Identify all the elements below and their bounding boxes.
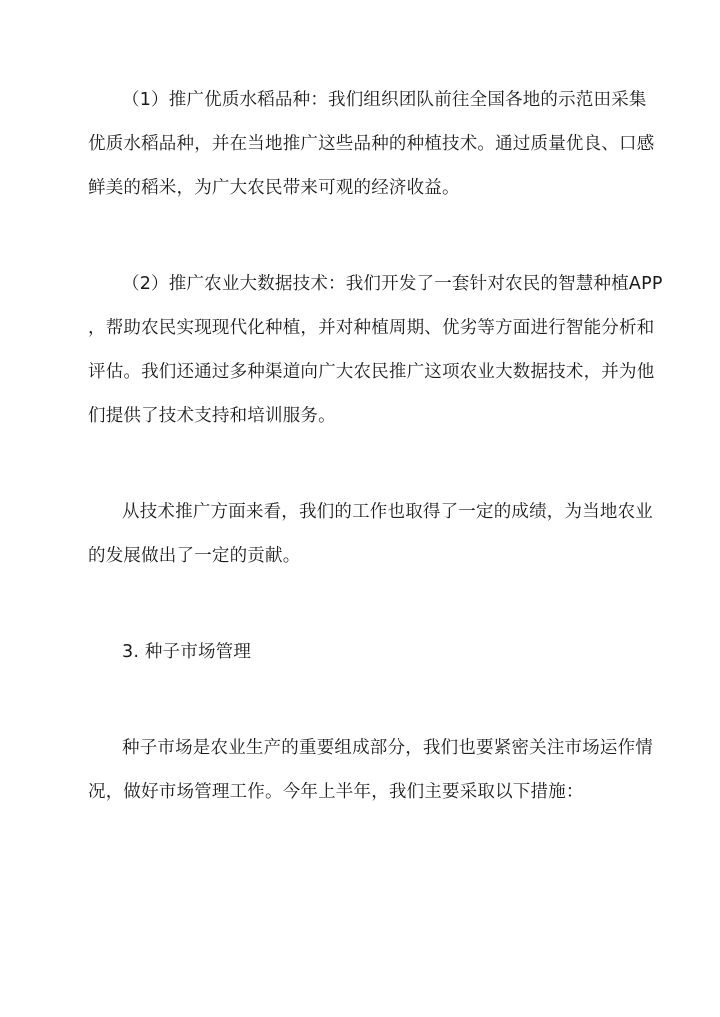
paragraph-line: 从技术推广方面来看，我们的工作也取得了一定的成绩，为当地农业 — [122, 502, 653, 522]
paragraph-line: 鲜美的稻米，为广大农民带来可观的经济收益。 — [88, 178, 460, 198]
paragraph-line: （2）推广农业大数据技术：我们开发了一套针对农民的智慧种植APP — [122, 274, 663, 294]
paragraph-line: 优质水稻品种，并在当地推广这些品种的种植技术。通过质量优良、口感 — [88, 134, 655, 154]
paragraph-line: （1）推广优质水稻品种：我们组织团队前往全国各地的示范田采集 — [122, 90, 647, 110]
section-title: 3. 种子市场管理 — [122, 642, 252, 662]
paragraph-line: 评估。我们还通过多种渠道向广大农民推广这项农业大数据技术，并为他 — [88, 362, 655, 382]
paragraph-line: ，帮助农民实现现代化种植，并对种植周期、优劣等方面进行智能分析和 — [88, 318, 655, 338]
paragraph-line: 们提供了技术支持和培训服务。 — [88, 406, 336, 426]
paragraph-line: 种子市场是农业生产的重要组成部分，我们也要紧密关注市场运作情 — [122, 738, 653, 758]
paragraph-line: 的发展做出了一定的贡献。 — [88, 546, 301, 566]
paragraph-line: 况，做好市场管理工作。今年上半年，我们主要采取以下措施： — [88, 782, 584, 802]
